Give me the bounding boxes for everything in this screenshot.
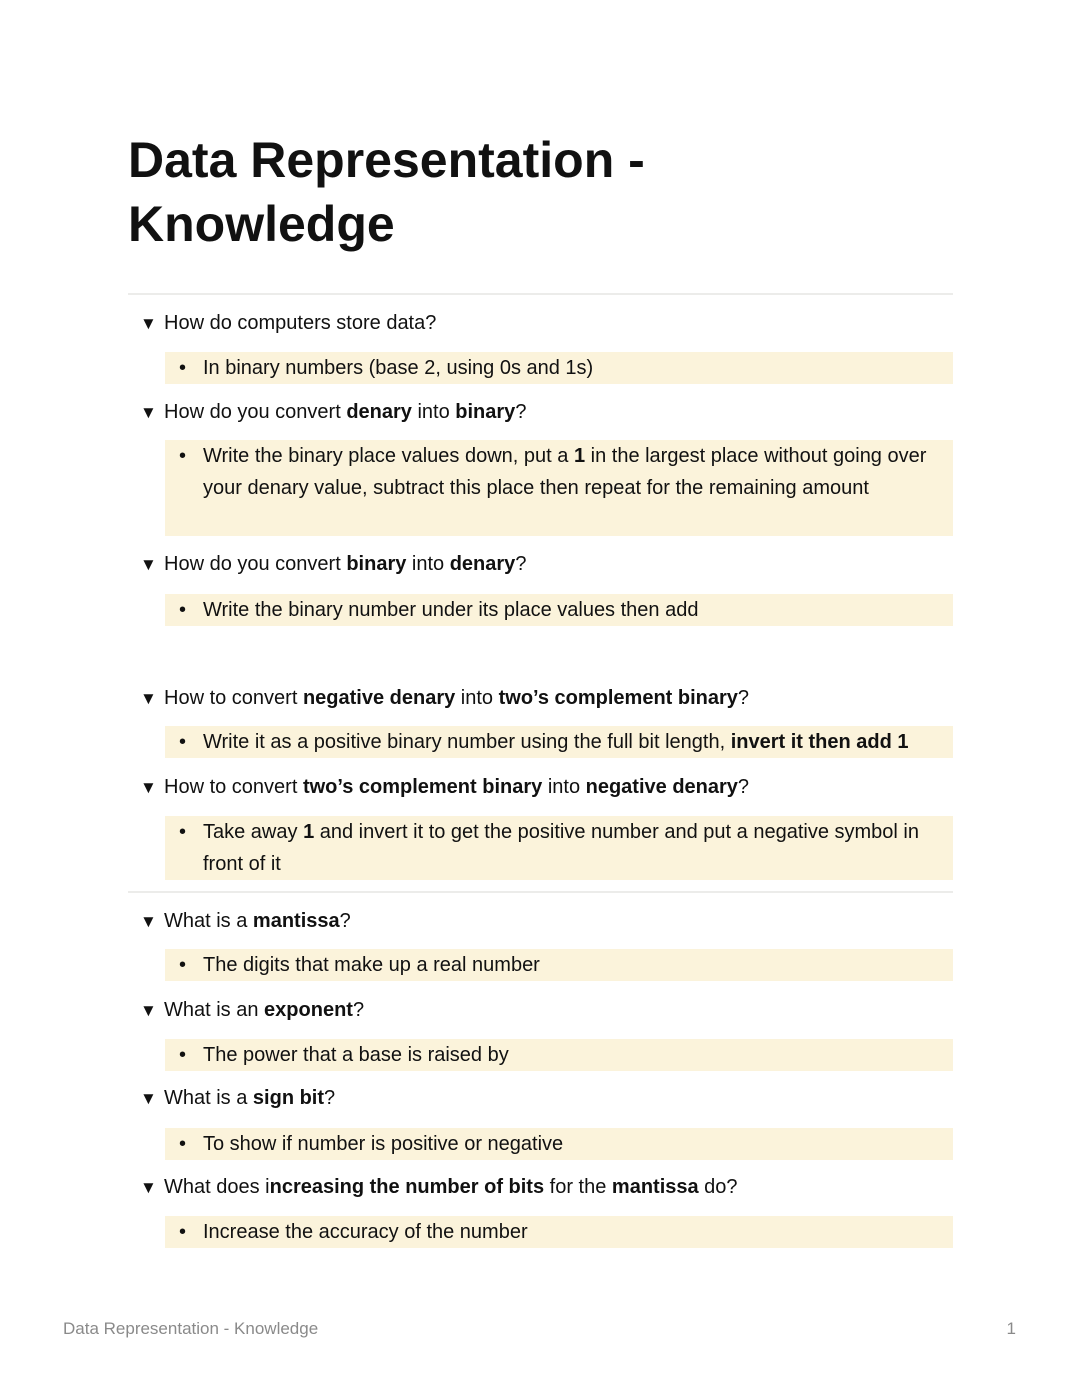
answer-text: The digits that make up a real number xyxy=(203,954,540,976)
toggle-question[interactable] xyxy=(140,683,749,713)
answer-text: Write the binary number under its place values then add xyxy=(203,599,699,621)
divider xyxy=(128,293,953,295)
toggle-triangle-icon[interactable]: ▼ xyxy=(140,1178,157,1197)
question-text: What is a sign bit? xyxy=(164,1087,336,1109)
answer-callout xyxy=(165,816,953,880)
toggle-triangle-icon[interactable]: ▼ xyxy=(140,1001,157,1020)
bullet-icon: • xyxy=(179,357,187,379)
answer-callout xyxy=(165,1039,953,1071)
toggle-triangle-icon[interactable]: ▼ xyxy=(140,912,157,931)
toggle-question[interactable] xyxy=(140,1172,738,1202)
page-title: Data Representation - Knowledge xyxy=(128,132,645,252)
answer-callout xyxy=(165,1216,953,1248)
question-text: What is an exponent? xyxy=(164,999,365,1021)
answer-text: The power that a base is raised by xyxy=(203,1044,509,1066)
answer-text: To show if number is positive or negative xyxy=(203,1133,564,1155)
answer-text: In binary numbers (base 2, using 0s and 1s) xyxy=(203,357,594,379)
toggle-triangle-icon[interactable]: ▼ xyxy=(140,778,157,797)
toggle-triangle-icon[interactable]: ▼ xyxy=(140,555,157,574)
divider xyxy=(128,891,953,893)
bullet-icon: • xyxy=(179,821,187,843)
bullet-icon: • xyxy=(179,1221,187,1243)
bullet-icon: • xyxy=(179,731,187,753)
toggle-question[interactable] xyxy=(140,397,526,427)
toggle-question[interactable] xyxy=(140,1083,335,1113)
answer-text: Take away 1 and invert it to get the positive number and put a negative symbol in front of it xyxy=(203,821,919,875)
toggle-question[interactable] xyxy=(140,772,749,802)
answer-callout xyxy=(165,440,953,536)
bullet-icon: • xyxy=(179,954,187,976)
question-text: How do you convert denary into binary? xyxy=(164,401,527,423)
question-text: How to convert negative denary into two’s complement binary? xyxy=(164,687,750,709)
toggle-triangle-icon[interactable]: ▼ xyxy=(140,403,157,422)
bullet-icon: • xyxy=(179,1044,187,1066)
bullet-icon: • xyxy=(179,1133,187,1155)
question-text: What does increasing the number of bits for the mantissa do? xyxy=(164,1176,738,1198)
question-text: How do you convert binary into denary? xyxy=(164,553,527,575)
bullet-icon: • xyxy=(179,445,187,467)
answer-callout xyxy=(165,352,953,384)
answer-callout xyxy=(165,594,953,626)
answer-text: Write the binary place values down, put a 1 in the largest place without going over your denary value, subtract this place then repeat for the remaining amount xyxy=(203,445,927,499)
toggle-question[interactable] xyxy=(140,549,526,579)
toggle-triangle-icon[interactable]: ▼ xyxy=(140,689,157,708)
page-number: 1 xyxy=(1006,1319,1016,1338)
question-text: How do computers store data? xyxy=(164,312,437,334)
answer-callout xyxy=(165,726,953,758)
answer-callout xyxy=(165,949,953,981)
toggle-question[interactable] xyxy=(140,995,364,1025)
toggle-triangle-icon[interactable]: ▼ xyxy=(140,1089,157,1108)
answer-callout xyxy=(165,1128,953,1160)
toggle-question[interactable] xyxy=(140,906,351,936)
answer-text: Increase the accuracy of the number xyxy=(203,1221,528,1243)
bullet-icon: • xyxy=(179,599,187,621)
answer-text: Write it as a positive binary number using the full bit length, invert it then add 1 xyxy=(203,731,909,753)
question-text: What is a mantissa? xyxy=(164,910,351,932)
footer-title: Data Representation - Knowledge xyxy=(63,1319,319,1338)
toggle-triangle-icon[interactable]: ▼ xyxy=(140,314,157,333)
question-text: How to convert two’s complement binary into negative denary? xyxy=(164,776,750,798)
toggle-question[interactable] xyxy=(140,308,436,338)
